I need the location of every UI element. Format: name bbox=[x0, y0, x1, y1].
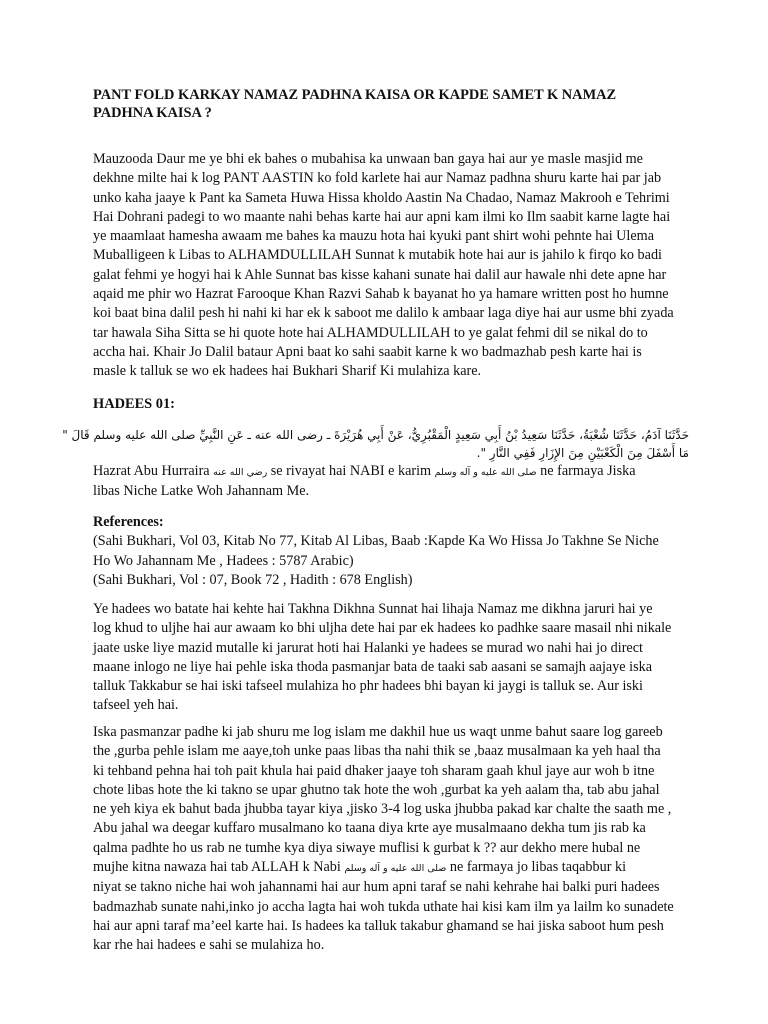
text-line: dekhne milte hai k log PANT AASTIN ko fold karlete hai aur Namaz padhna shuru karte hai par jab bbox=[93, 170, 662, 187]
hadees-translation bbox=[93, 462, 693, 502]
document-title bbox=[93, 86, 663, 122]
reference-line: (Sahi Bukhari, Vol 03, Kitab No 77, Kitab Al Libas, Baab :Kapde Ka Wo Hissa Jo Takhne Se Niche bbox=[93, 533, 659, 550]
explanation-paragraph bbox=[93, 600, 693, 716]
translation-text: ne farmaya Jiska bbox=[536, 463, 636, 479]
text-line: badmazhab sunate nahi,inko jo accha lagta hai woh tukda uthate hai kisi kam ilm ya lailm ko sunadete bbox=[93, 898, 674, 915]
text-line: aqaid me phir wo Hazrat Farooque Khan Razvi Sahab k bayanat ho ya hamare written post ho humne bbox=[93, 286, 669, 303]
text-line: the ,gurba pehle islam me aaye,toh unke paas libas tha nahi thik se ,baaz musalmaan ka yeh haal tha bbox=[93, 743, 661, 760]
text-line: ki tehband pehna hai toh pait khula hai paid dhaker jaaye toh sharam gaah khul jaye aur woh b itne bbox=[93, 762, 655, 779]
references-section bbox=[93, 513, 693, 590]
text-line: Iska pasmanzar padhe ki jab shuru me log islam me dakhil hue us waqt unme bahut saare log gareeb bbox=[93, 724, 663, 740]
text-line: ne yeh kiya ek bahut bada jhubba tayar kiya ,jisko 3-4 log uska jhubba pakad kar chalte the saath me , bbox=[93, 801, 672, 818]
translation-line bbox=[93, 462, 693, 482]
text-line: kar rhe hai hadees e sahi se mulahiza ho. bbox=[93, 937, 325, 954]
text-line: ye maamlaat hamesha awaam me bahes ka mauzu hota hai kyuki pant shirt wohi pehnte hai Ulema bbox=[93, 228, 655, 245]
text-line: tar hawala Siha Sitta se hi quote hote hai ALHAMDULLILAH to ye galat fehmi dil se nikal do to bbox=[93, 324, 648, 341]
hadees-arabic-text bbox=[62, 426, 689, 462]
title-line: PADHNA KAISA ? bbox=[93, 105, 212, 121]
reference-line: (Sahi Bukhari, Vol : 07, Book 72 , Hadith : 678 English) bbox=[93, 571, 413, 588]
text-line: galat fehmi ye hogyi hai k Ahle Sunnat bas kisse kahani sunate hai dalil aur hawale nhi dete apne har bbox=[93, 266, 667, 283]
text-line: Abu jahal wa deegar kuffaro musalmano ko taana diya krte aye musalmaano dekha tum jis rab ka bbox=[93, 820, 646, 837]
title-line: PANT FOLD KARKAY NAMAZ PADHNA KAISA OR KAPDE SAMET K NAMAZ bbox=[93, 87, 617, 103]
text-line: talluk Takkabur se hai iski tafseel mulahiza ho phr hadees bhi bayan ki jaygi is talluk se. Aur iski bbox=[93, 678, 643, 695]
text-line: Hai Dohrani padegi to wo maante nahi behas karte hai aur apni kam ilmi ko Ilm saabit karne lagte hai bbox=[93, 208, 671, 225]
text-line: maane inlogo ne liye hai pehle iska thoda pasmanjar bata de taaki sab aasani se samajh aajaye iska bbox=[93, 658, 653, 675]
background-paragraph bbox=[93, 723, 693, 956]
text-line: hai aur apni taraf ma’eel karte hai. Is hadees ka talluk takabur ghamand se hai jiska saboot hum pesh bbox=[93, 917, 664, 934]
text-line: Muballigeen k Libas to ALHAMDULLILAH Sunnat k mutabik hote hai aur is jahilo k firqo ko badi bbox=[93, 247, 662, 264]
translation-line: libas Niche Latke Woh Jahannam Me. bbox=[93, 483, 310, 500]
translation-text: se rivayat hai NABI e karim bbox=[267, 463, 435, 479]
text-line: chote libas hote the ki takno se upar ghutno tak hote the woh ,gurbat ka yeh aalam tha, tab abu jahal bbox=[93, 781, 660, 798]
text-line: jaate uske liye mazid mutalle ki jarurat hoti hai Halanki ye hadees se murad wo nahi hai jo direct bbox=[93, 639, 643, 656]
text-line: accha hai. Khair Jo Dalil bataur Apni baat ko sahi saabit karne k wo badmazhab pesh karte hai is bbox=[93, 343, 642, 360]
text-line: qalma padhte ho us rab ne tumhe kya diya siwaye muflisi k gurbat k ?? aur dekho mere hubal ne bbox=[93, 839, 641, 856]
text-line: masle k talluk se wo ek hadees hai Bukhari Sharif Ki mulahiza kare. bbox=[93, 363, 482, 380]
intro-paragraph bbox=[93, 150, 693, 382]
honorific-text: صلى الله عليه و آله وسلم bbox=[344, 863, 447, 875]
arabic-line: حَدَّثَنَا آدَمُ، حَدَّثَنَا شُعْبَةُ، حَدَّثَنَا سَعِيدُ بْنُ أَبِي سَعِيدٍ الْمَقْبُرِيُّ، عَنْ أَبِي هُرَيْرَةَ ـ رضى الله عنه ـ عَنِ النَّبِيِّ صلى الله عليه وسلم قَالَ " bbox=[62, 428, 689, 442]
hadees-heading: HADEES 01: bbox=[93, 396, 175, 412]
text-line bbox=[93, 858, 693, 878]
translation-text: Hazrat Abu Hurraira bbox=[93, 463, 214, 479]
references-heading: References: bbox=[93, 514, 164, 530]
text-line: niyat se takno niche hai woh jahannami hai aur hum apni taraf se nahi kehrahe hai balki puri hadees bbox=[93, 879, 660, 896]
text-line: Mauzooda Daur me ye bhi ek bahes o mubahisa ka unwaan ban gaya hai aur ye masle masjid me bbox=[93, 151, 643, 167]
text-line: log khud to uljhe hai aur awaam ko bhi uljha dete hai par ek hadees ko padhke saare masail nhi nikale bbox=[93, 620, 672, 637]
honorific-text: صلى الله عليه و آله وسلم bbox=[434, 467, 537, 478]
honorific-text: رضي الله عنه bbox=[213, 467, 268, 478]
text-segment: ne farmaya jo libas taqabbur ki bbox=[446, 859, 627, 876]
arabic-line: مَا أَسْفَلَ مِنَ الْكَعْبَيْنِ مِنَ الإِزَارِ فَفِي النَّارِ ". bbox=[476, 446, 689, 460]
text-line: tafseel yeh hai. bbox=[93, 697, 179, 714]
text-line: Ye hadees wo batate hai kehte hai Takhna Dikhna Sunnat hai lihaja Namaz me dikhna jaruri hai ye bbox=[93, 601, 653, 617]
text-segment: mujhe kitna nawaza hai tab ALLAH k Nabi bbox=[93, 859, 341, 876]
text-line: unko kaha jaaye k Pant ka Sameta Huwa Hissa kholdo Aastin Na Chadao, Namaz Makrooh e Tehrimi bbox=[93, 189, 670, 206]
text-line: koi baat bina dalil pesh hi nahi ki har ek k saboot me dalilo k ambaar laga diye hai aur usme bhi zyada bbox=[93, 305, 674, 322]
reference-line: Ho Wo Jahannam Me , Hadees : 5787 Arabic) bbox=[93, 552, 354, 569]
